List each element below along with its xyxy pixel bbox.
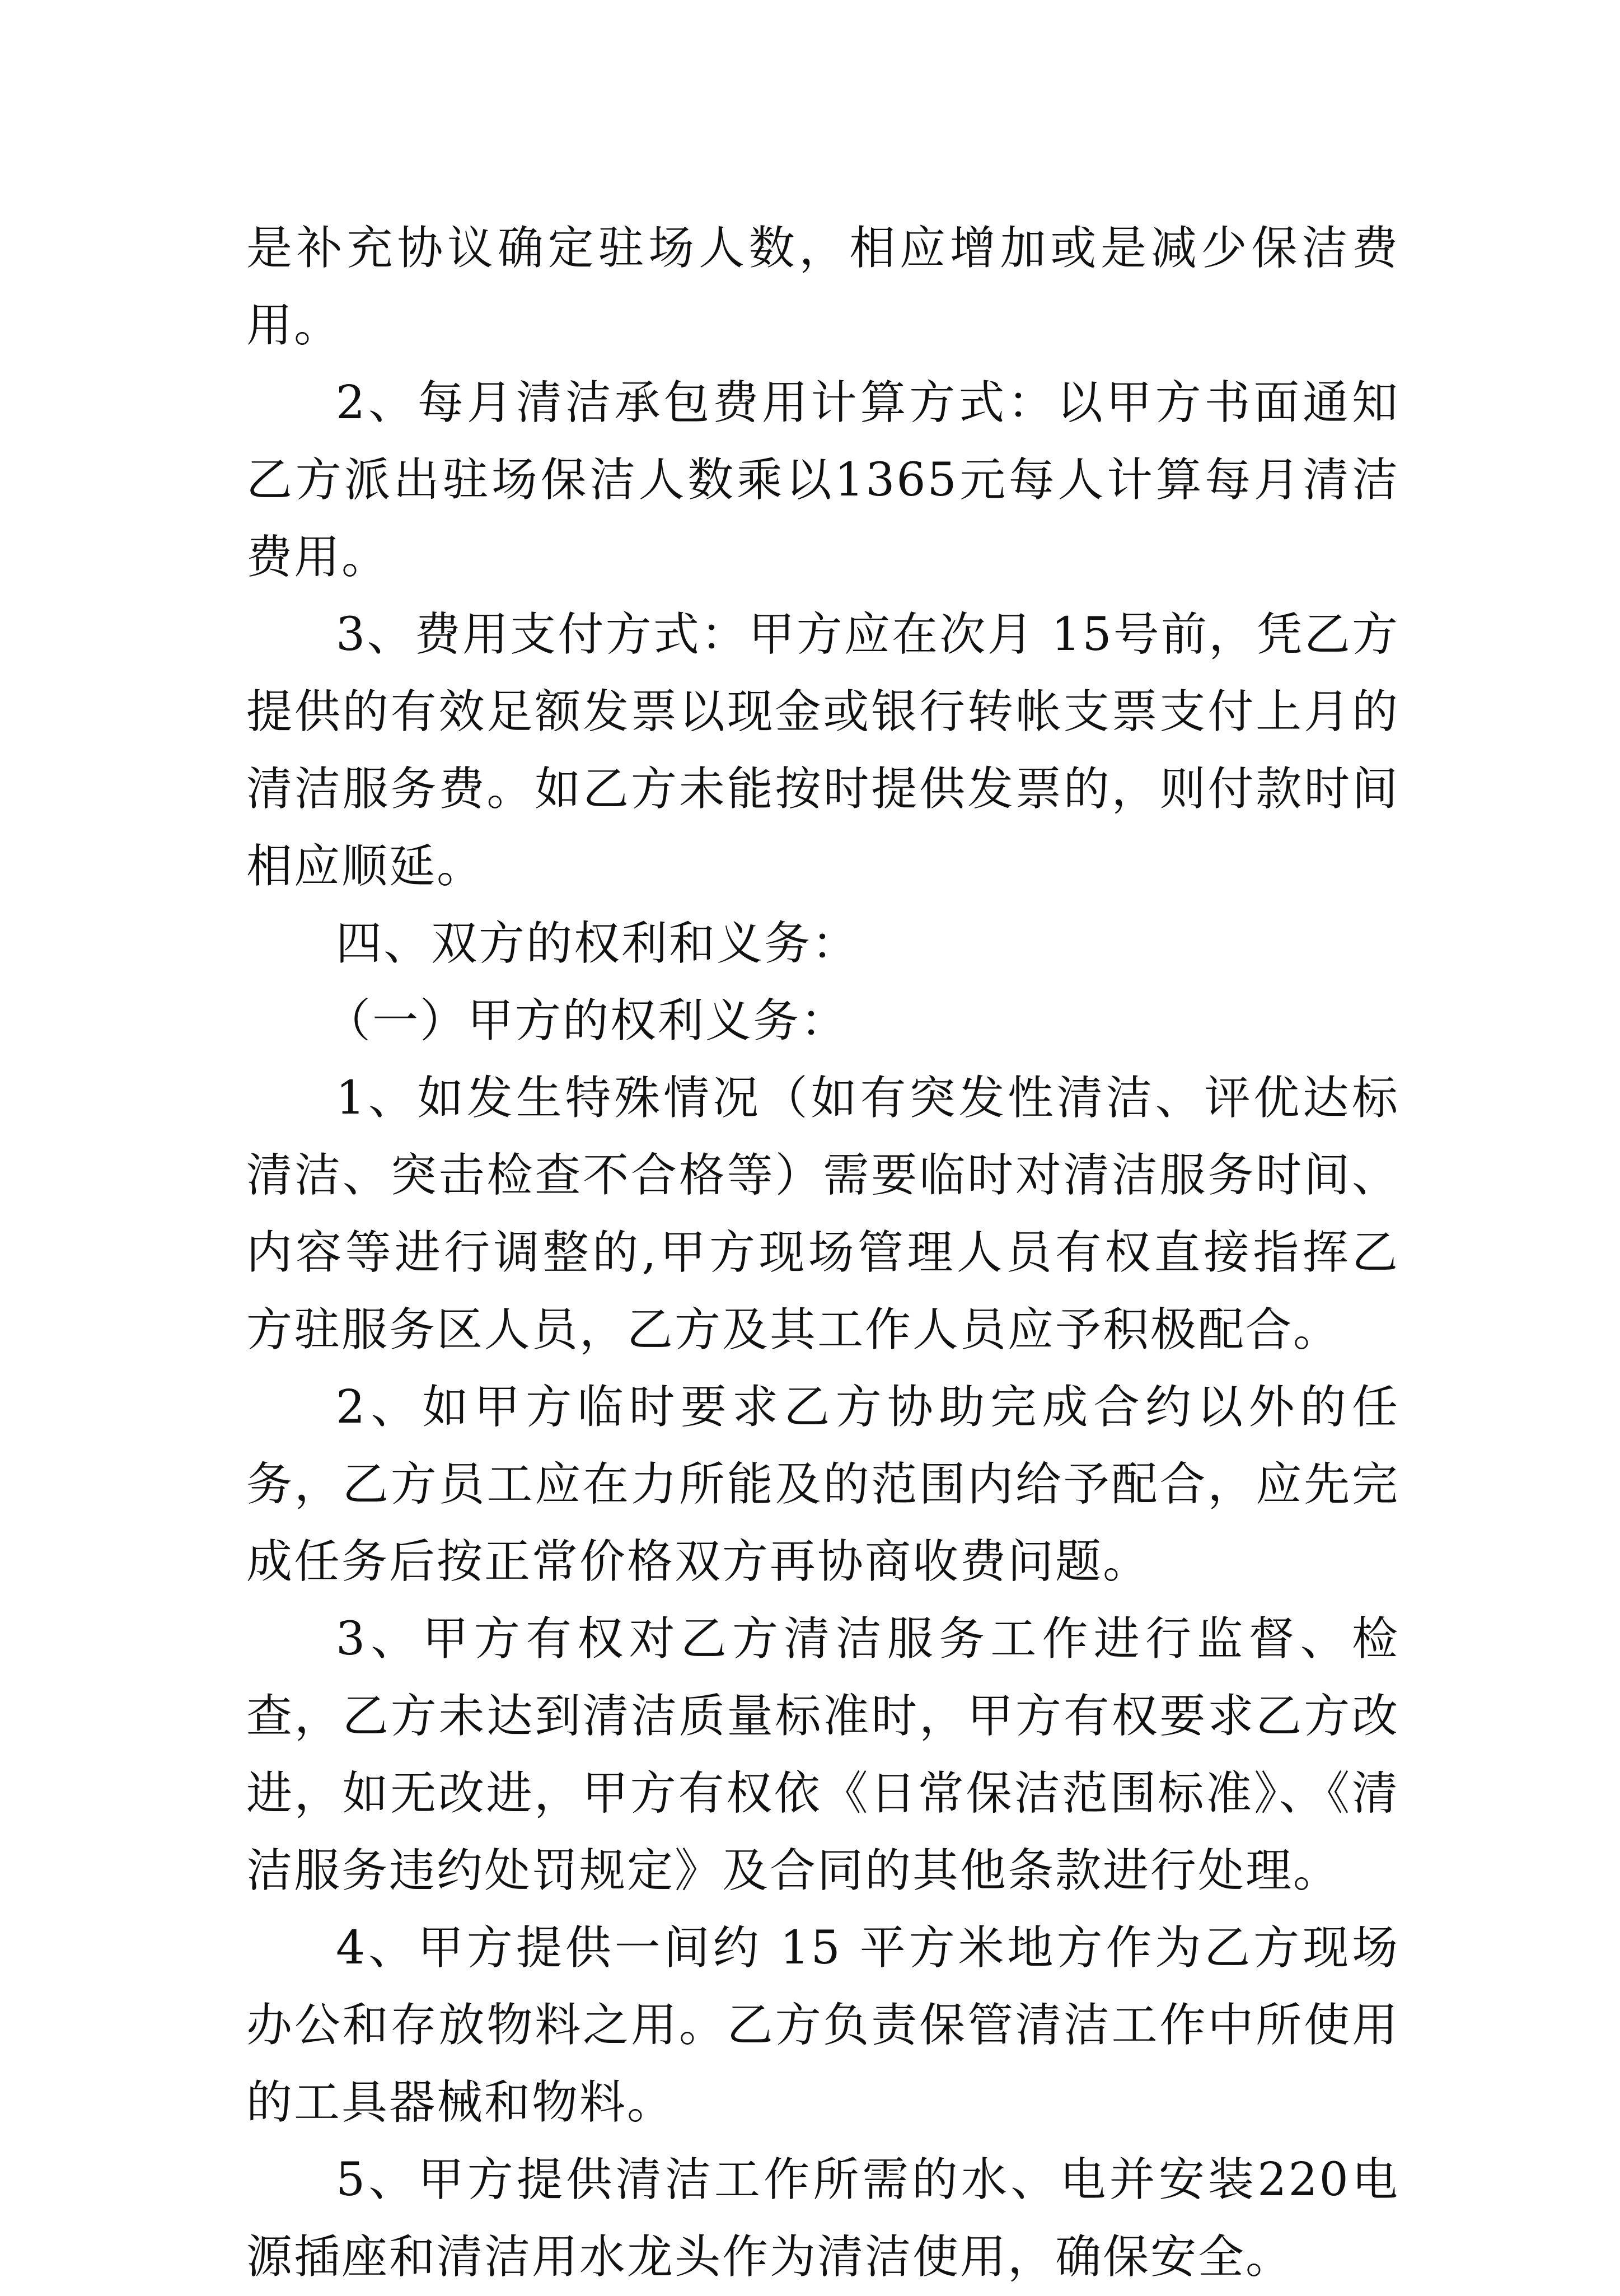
section-heading-rights-obligations: 四、双方的权利和义务： xyxy=(336,917,860,970)
paragraph-item-3: 3、甲方有权对乙方清洁服务工作进行监督、检查，乙方未达到清洁质量标准时，甲方有权要求乙方改进，如无改进，甲方有权依《日常保洁范围标准》、《清洁服务违约处罚规定》及合同的其他条款进行处理。 xyxy=(246,1612,1399,1897)
paragraph-payment-method: 3、费用支付方式：甲方应在次月 15号前，凭乙方提供的有效足额发票以现金或银行转帐支票支付上月的清洁服务费。如乙方未能按时提供发票的，则付款时间相应顺延。 xyxy=(246,608,1399,893)
paragraph-item-5: 5、甲方提供清洁工作所需的水、电并安装220电源插座和清洁用水龙头作为清洁使用，确保安全。 xyxy=(246,2153,1399,2284)
paragraph-continuation: 是补充协议确定驻场人数，相应增加或是减少保洁费用。 xyxy=(246,222,1399,352)
document-body xyxy=(246,210,1399,2296)
subsection-heading-party-a: （一）甲方的权利义务： xyxy=(325,994,849,1048)
paragraph-item-2: 2、如甲方临时要求乙方协助完成合约以外的任务，乙方员工应在力所能及的范围内给予配合，应先完成任务后按正常价格双方再协商收费问题。 xyxy=(246,1381,1399,1588)
paragraph-item-1: 1、如发生特殊情况（如有突发性清洁、评优达标清洁、突击检查不合格等）需要临时对清洁服务时间、内容等进行调整的,甲方现场管理人员有权直接指挥乙方驻服务区人员，乙方及其工作人员应予积极配合。 xyxy=(246,1072,1399,1357)
paragraph-monthly-fee-calculation: 2、每月清洁承包费用计算方式：以甲方书面通知乙方派出驻场保洁人数乘以1365元每人计算每月清洁费用。 xyxy=(246,376,1399,584)
paragraph-item-4: 4、甲方提供一间约 15 平方米地方作为乙方现场办公和存放物料之用。乙方负责保管清洁工作中所使用的工具器械和物料。 xyxy=(246,1921,1399,2129)
